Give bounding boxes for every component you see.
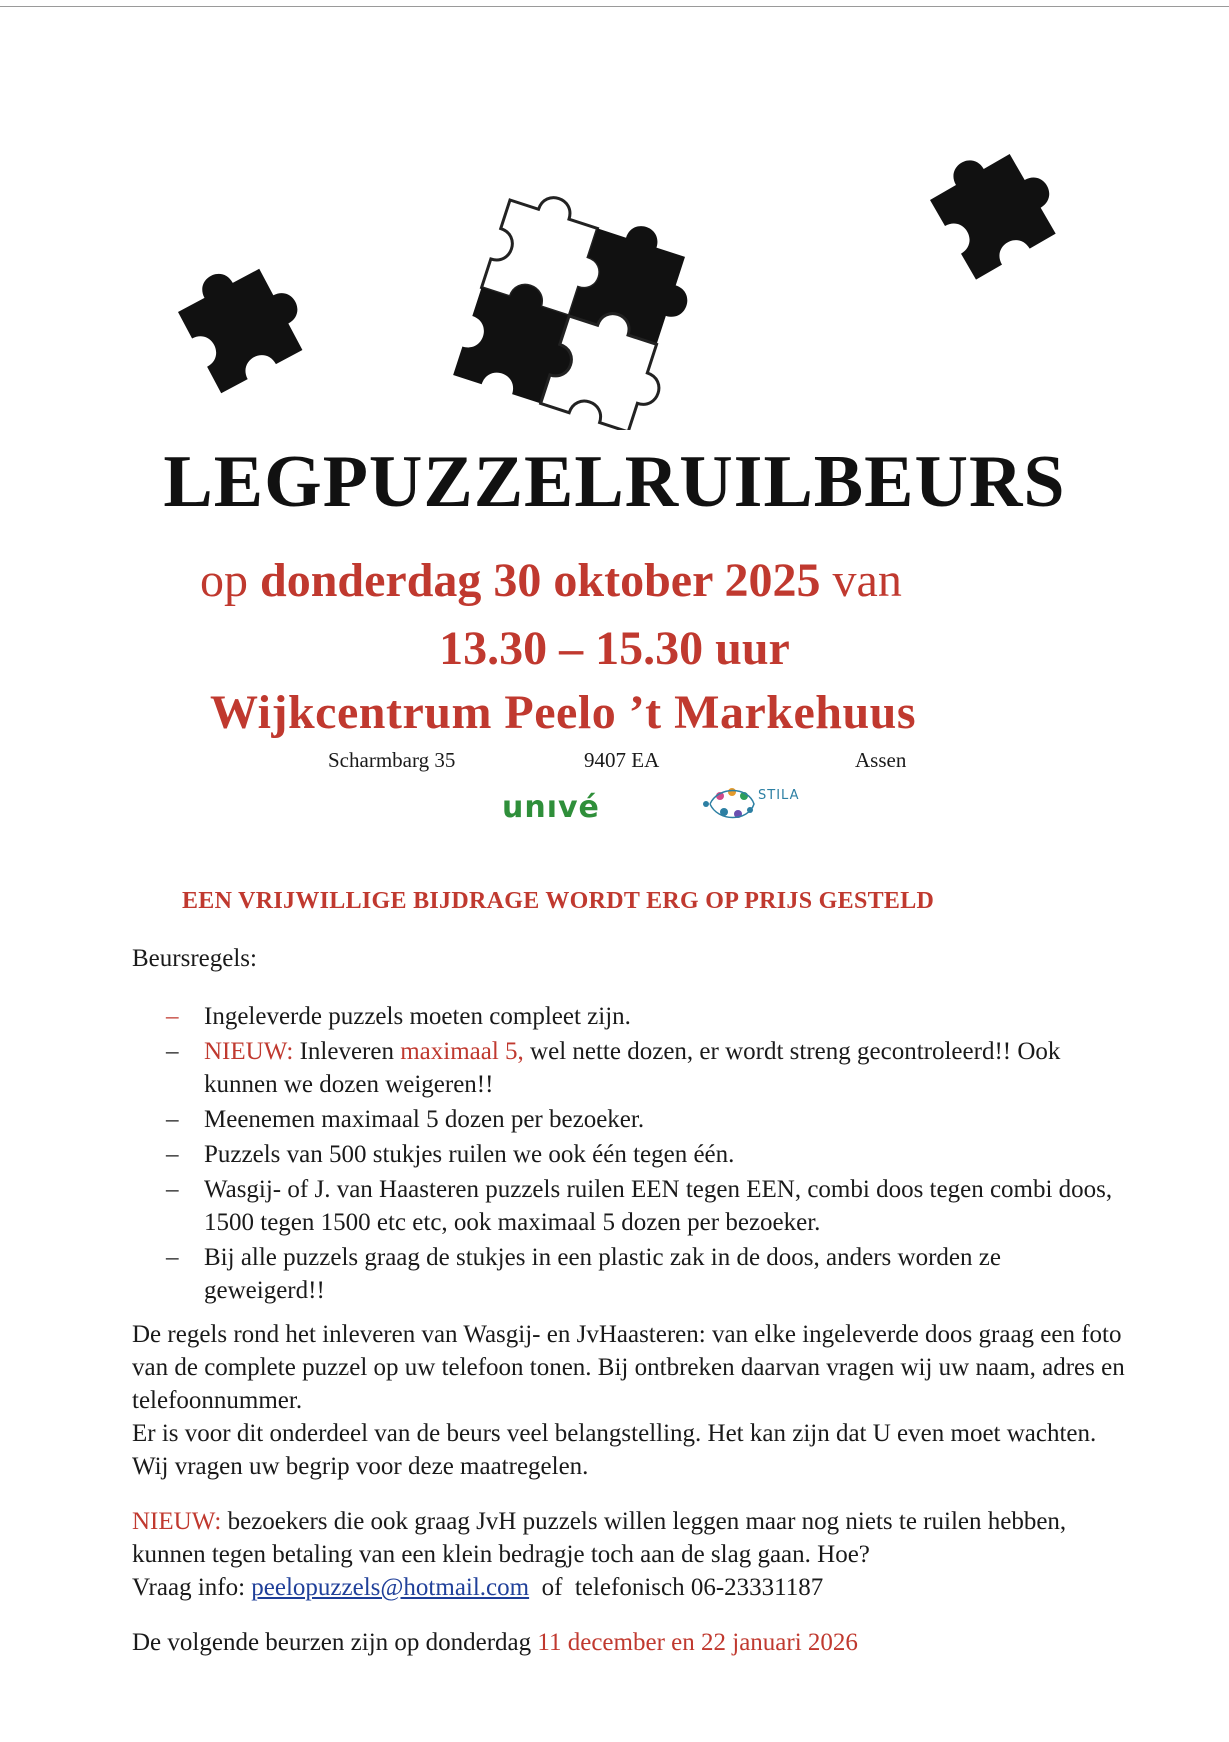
rule-text: wel nette dozen, er wordt streng gecontroleerd!! Ook kunnen we dozen weigeren!! xyxy=(204,1038,1061,1098)
next-text: De volgende beurzen zijn op donderdag xyxy=(132,1629,538,1656)
list-dash-icon: – xyxy=(166,1038,179,1065)
list-item xyxy=(166,1241,1126,1307)
list-dash-icon: – xyxy=(166,1176,179,1203)
rule-text: Ingeleverde puzzels moeten compleet zijn. xyxy=(204,1003,631,1030)
unive-logo: unıvé xyxy=(502,790,600,825)
rules-list xyxy=(166,1000,1126,1309)
new-label: NIEUW: xyxy=(132,1508,222,1535)
info-label: Vraag info: xyxy=(132,1574,252,1601)
rules-heading: Beursregels: xyxy=(132,945,257,972)
address-street: Scharmbarg 35 xyxy=(328,748,456,772)
paragraph-waiting: Er is voor dit onderdeel van de beurs veel belangstelling. Het kan zijn dat U even moet wachten. Wij vragen uw begrip voor deze maatregelen. xyxy=(132,1420,1097,1480)
list-dash-icon: – xyxy=(166,1003,179,1030)
puzzle-pieces-illustration xyxy=(0,0,1229,430)
email-link[interactable]: peelopuzzels@hotmail.com xyxy=(251,1574,530,1601)
rule-text: Wasgij- of J. van Haasteren puzzels ruilen EEN tegen EEN, combi doos tegen combi doos, 1500 tegen 1500 etc etc, ook maximaal 5 dozen per bezoeker. xyxy=(204,1176,1113,1236)
rule-text: Puzzels van 500 stukjes ruilen we ook één tegen één. xyxy=(204,1141,735,1168)
list-dash-icon: – xyxy=(166,1141,179,1168)
event-suffix: van xyxy=(832,554,902,607)
event-date-line xyxy=(200,553,902,608)
list-dash-icon: – xyxy=(166,1106,179,1133)
puzzle-piece-left-icon xyxy=(170,246,317,393)
rule-new-label: NIEUW: xyxy=(204,1038,294,1065)
puzzle-group-center-icon xyxy=(453,184,706,430)
puzzle-piece-right-icon xyxy=(922,131,1070,279)
address-postcode: 9407 EA xyxy=(584,748,660,772)
address-city: Assen xyxy=(855,748,907,772)
rule-text: Inleveren xyxy=(293,1038,401,1065)
list-item xyxy=(166,1173,1126,1239)
event-prefix: op xyxy=(200,554,248,607)
list-dash-icon: – xyxy=(166,1244,179,1271)
event-venue: Wijkcentrum Peelo ’t Markehuus xyxy=(210,686,917,739)
list-item xyxy=(166,1138,1126,1171)
list-item xyxy=(166,1035,1126,1101)
rule-text: Bij alle puzzels graag de stukjes in een plastic zak in de doos, anders worden ze geweigerd!! xyxy=(204,1244,1001,1304)
rule-text: Meenemen maximaal 5 dozen per bezoeker. xyxy=(204,1106,645,1133)
next-dates: 11 december en 22 januari 2026 xyxy=(537,1629,858,1656)
list-item xyxy=(166,1000,1126,1033)
page-title: LEGPUZZELRUILBEURS xyxy=(163,441,1066,523)
new-text: bezoekers die ook graag JvH puzzels willen leggen maar nog niets te ruilen hebben, kunnen tegen betaling van een klein bedragje toch aan de slag gaan. Hoe? xyxy=(132,1508,1067,1568)
contribution-banner: EEN VRIJWILLIGE BIJDRAGE WORDT ERG OP PRIJS GESTELD xyxy=(182,888,935,914)
paragraph-wasgij-rules: De regels rond het inleveren van Wasgij- en JvHaasteren: van elke ingeleverde doos graag een foto van de complete puzzel op uw telefoon tonen. Bij ontbreken daarvan vragen wij uw naam, adres en telefoonnummer. xyxy=(132,1321,1125,1414)
list-item xyxy=(166,1103,1126,1136)
rule-max-highlight: maximaal 5, xyxy=(400,1038,524,1065)
phone-text: of telefonisch 06-23331187 xyxy=(529,1574,824,1601)
event-time: 13.30 – 15.30 uur xyxy=(439,622,790,675)
stila-logo-text: STILA xyxy=(758,788,800,803)
event-date: donderdag 30 oktober 2025 xyxy=(260,554,821,607)
paragraph-new-players xyxy=(132,1505,1132,1604)
next-fairs-line xyxy=(132,1626,1132,1659)
